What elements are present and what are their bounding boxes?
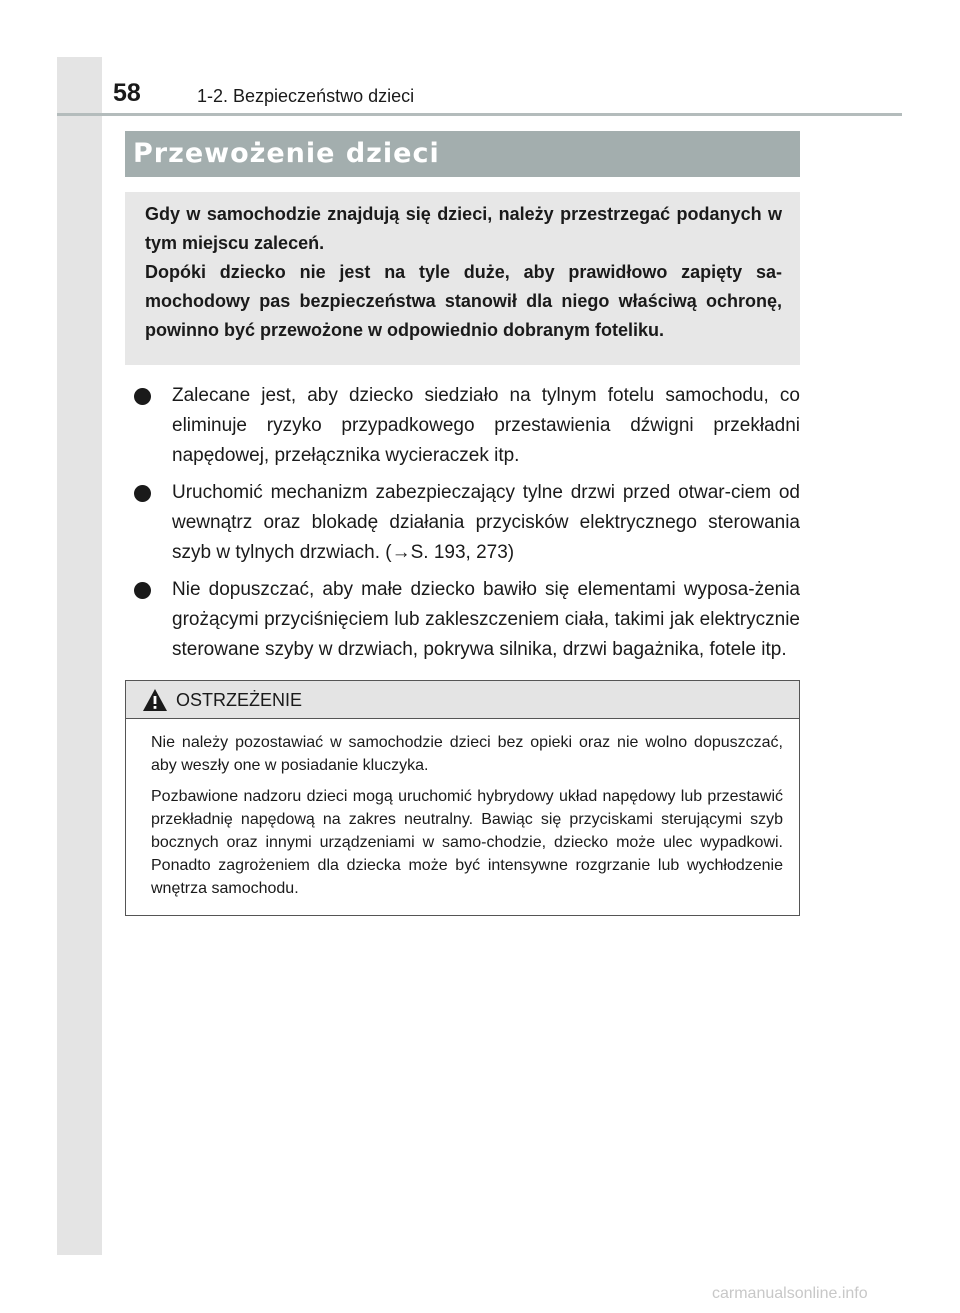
- warning-title: OSTRZEŻENIE: [176, 690, 303, 710]
- bullet-text: Uruchomić mechanizm zabezpieczający tylne drzwi przed otwar-ciem od wewnątrz oraz blokadę działania przycisków elektrycznego sterowania szyb w tylnych drzwiach. (→S. 193, 273): [172, 482, 800, 563]
- page-number: 58: [113, 79, 141, 107]
- warning-paragraph-2: Pozbawione nadzoru dzieci mogą uruchomić hybrydowy układ napędowy lub przestawić przekładnię napędową na zakres neutralny. Bawiąc się przyciskami sterującymi szyb bocznych oraz innymi urządzeniami w samo-chodzie, dziecko może ulec wypadkowi. Ponadto zagrożeniem dla dziecka może być intensywne rozgrzanie lub wychłodzenie wnętrza samochodu.: [151, 788, 783, 897]
- intro-box: [125, 192, 800, 365]
- warning-box: [125, 680, 800, 916]
- bullet-list: [134, 381, 800, 672]
- title-bar: [125, 131, 800, 177]
- warning-paragraph-1: Nie należy pozostawiać w samochodzie dzieci bez opieki oraz nie wolno dopuszczać, aby weszły one w posiadanie kluczyka.: [151, 734, 783, 774]
- section-label: 1-2. Bezpieczeństwo dzieci: [197, 86, 415, 106]
- watermark: carmanualsonline.info: [712, 1285, 868, 1302]
- intro-paragraph-2: Dopóki dziecko nie jest na tyle duże, aby prawidłowo zapięty sa-mochodowy pas bezpieczeństwa stanowił dla niego właściwą ochronę, powinno być przewożone w odpowiednio dobranym foteliku.: [145, 262, 782, 340]
- bullet-text: Zalecane jest, aby dziecko siedziało na tylnym fotelu samochodu, co eliminuje ryzyko przypadkowego przestawienia dźwigni przekładni napędowej, przełącznika wycieraczek itp.: [172, 385, 800, 466]
- intro-paragraph-1: Gdy w samochodzie znajdują się dzieci, należy przestrzegać podanych w tym miejscu zaleceń.: [145, 204, 782, 253]
- warning-triangle-icon: [142, 688, 168, 712]
- warning-body: [126, 719, 799, 900]
- header-rule: [57, 113, 902, 116]
- page-title: Przewożenie dzieci: [133, 138, 440, 169]
- bullet-item: [134, 381, 800, 471]
- bullet-item: [134, 478, 800, 568]
- bullet-item: [134, 575, 800, 665]
- bullet-dot-icon: [134, 485, 151, 502]
- side-strip: [57, 57, 102, 1255]
- bullet-dot-icon: [134, 582, 151, 599]
- bullet-text: Nie dopuszczać, aby małe dziecko bawiło się elementami wyposa-żenia grożącymi przyciśnięciem lub zakleszczeniem ciała, takimi jak elektrycznie sterowane szyby w drzwiach, pokrywa silnika, drzwi bagażnika, fotele itp.: [172, 579, 800, 660]
- warning-header: [126, 681, 799, 719]
- bullet-dot-icon: [134, 388, 151, 405]
